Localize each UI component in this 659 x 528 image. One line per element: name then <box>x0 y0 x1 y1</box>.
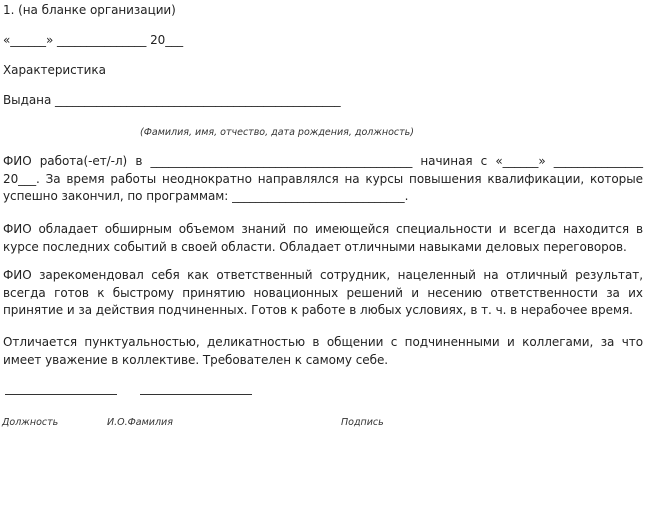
header-note: 1. (на бланке организации) <box>3 3 176 17</box>
paragraph-responsibility: ФИО зарекомендовал себя как ответственный сотрудник, нацеленный на отличный результат, всегда готов к быстрому принятию новационных решений и несению ответственности за их принятие и за действия подчиненных. Готов к работе в любых условиях, в т. ч. в нерабочее время. <box>3 268 643 317</box>
paragraph-qualities: Отличается пунктуальностью, деликатностью в общении с подчиненными и коллегами, за что имеет уважение в коллективе. Требователен к самому себе. <box>3 335 643 367</box>
issued-line: Выдана ________________________________________________ <box>3 93 341 107</box>
signature-line-position <box>5 394 117 395</box>
document-title: Характеристика <box>3 63 106 77</box>
position-label: Должность <box>2 417 59 428</box>
name-label: И.О.Фамилия <box>107 417 173 428</box>
date-line: «______» _______________ 20___ <box>3 33 184 47</box>
paragraph-employment: ФИО работа(-ет/-л) в ____________________________________________ начиная с «______» _______________ 20___. За время работы неоднократно направлялся на курсы повышения квалификации, которые успешно закончил, по программам: _____________________________. <box>3 154 643 203</box>
paragraph-knowledge: ФИО обладает обширным объемом знаний по имеющейся специальности и всегда находится в курсе последних событий в своей области. Обладает отличными навыками деловых переговоров. <box>3 222 643 254</box>
issued-caption: (Фамилия, имя, отчество, дата рождения, должность) <box>140 127 414 138</box>
signature-line-name <box>140 394 252 395</box>
signature-label: Подпись <box>341 417 384 428</box>
